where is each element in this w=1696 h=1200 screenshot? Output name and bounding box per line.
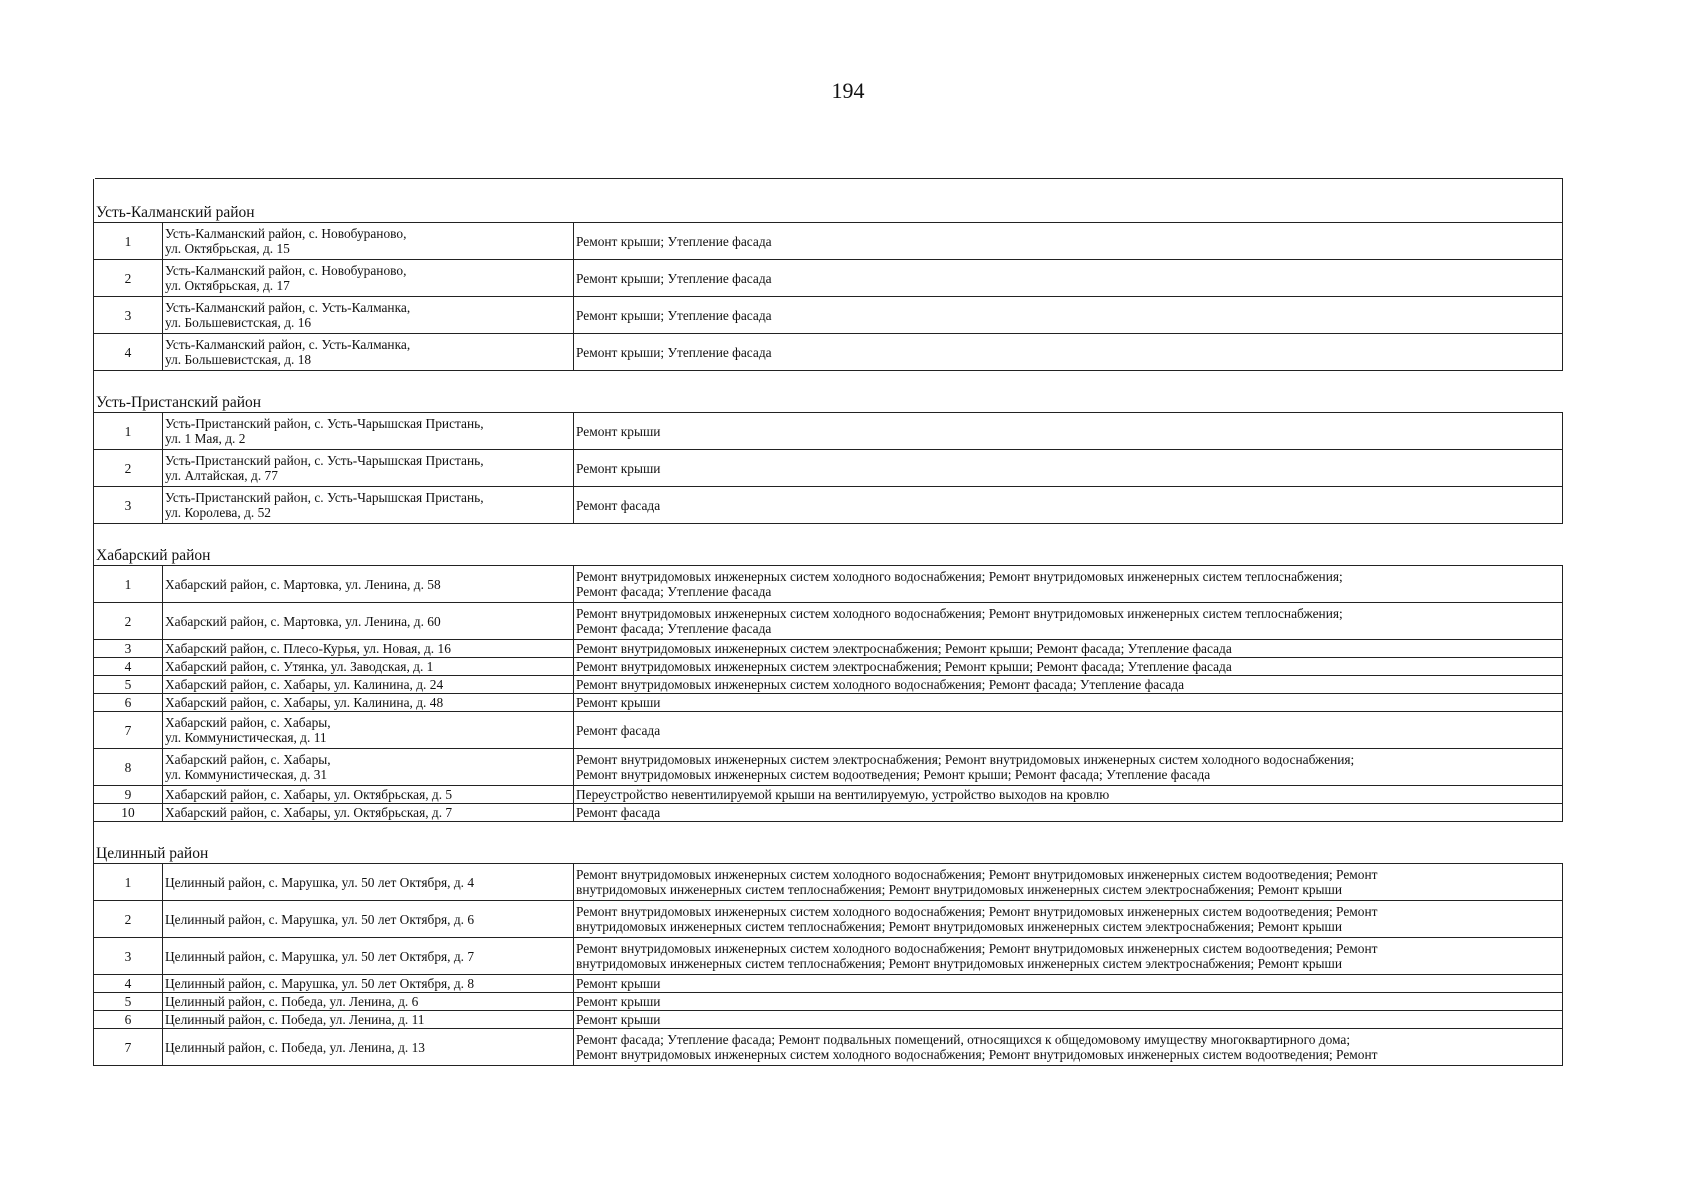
row-number: 2 (94, 603, 163, 640)
table-row (94, 975, 1563, 993)
address-line-1: Хабарский район, с. Утянка, ул. Заводская, д. 1 (165, 659, 434, 674)
work-line-1: Ремонт крыши (576, 423, 661, 439)
work-description-cell (574, 640, 1563, 658)
table-row (94, 297, 1563, 334)
address-line-1: Хабарский район, с. Хабары, ул. Октябрьская, д. 7 (165, 805, 453, 820)
work-line-1: Ремонт крыши (576, 695, 661, 710)
work-description-cell (574, 676, 1563, 694)
document-table (93, 178, 1563, 1066)
address-line-2: ул. Большевистская, д. 16 (165, 315, 312, 330)
address-cell (163, 223, 574, 260)
row-number: 5 (94, 993, 163, 1011)
table-row (94, 1011, 1563, 1029)
row-number: 4 (94, 658, 163, 676)
work-line-1: Ремонт внутридомовых инженерных систем холодного водоснабжения; Ремонт внутридомовых инженерных систем водоотведения; Ремонт (576, 904, 1378, 919)
table-row (94, 786, 1563, 804)
work-description-cell (574, 901, 1563, 938)
work-line-2: Ремонт внутридомовых инженерных систем холодного водоснабжения; Ремонт внутридомовых инженерных систем водоотведения; Ремонт (576, 1047, 1378, 1062)
row-number: 3 (94, 640, 163, 658)
address-line-1: Целинный район, с. Победа, ул. Ленина, д. 11 (165, 1012, 425, 1027)
work-line-1: Ремонт внутридомовых инженерных систем электроснабжения; Ремонт крыши; Ремонт фасада; Утепление фасада (576, 659, 1232, 674)
work-line-2: внутридомовых инженерных систем теплоснабжения; Ремонт внутридомовых инженерных систем электроснабжения; Ремонт крыши (576, 919, 1343, 934)
work-line-2: внутридомовых инженерных систем теплоснабжения; Ремонт внутридомовых инженерных систем электроснабжения; Ремонт крыши (576, 882, 1343, 897)
row-number: 1 (94, 413, 163, 450)
address-cell (163, 450, 574, 487)
table-row (94, 487, 1563, 524)
work-line-1: Ремонт внутридомовых инженерных систем холодного водоснабжения; Ремонт внутридомовых инженерных систем водоотведения; Ремонт (576, 867, 1378, 882)
row-number: 3 (94, 487, 163, 524)
address-line-2: ул. Коммунистическая, д. 31 (165, 767, 328, 782)
address-line-1: Хабарский район, с. Хабары, ул. Калинина, д. 48 (165, 695, 444, 710)
table-row (94, 566, 1563, 603)
address-cell (163, 694, 574, 712)
address-line-1: Усть-Калманский район, с. Усть-Калманка, (165, 337, 411, 352)
work-line-1: Ремонт крыши (576, 460, 661, 476)
address-cell (163, 487, 574, 524)
row-number: 1 (94, 223, 163, 260)
region-title: Хабарский район (93, 524, 1563, 565)
work-line-1: Ремонт крыши; Утепление фасада (576, 344, 772, 360)
work-line-1: Ремонт крыши; Утепление фасада (576, 270, 772, 286)
address-line-1: Усть-Пристанский район, с. Усть-Чарышская Пристань, (165, 416, 484, 431)
address-line-2: ул. Коммунистическая, д. 11 (165, 730, 327, 745)
work-description-cell (574, 334, 1563, 371)
table-row (94, 450, 1563, 487)
region-table (93, 565, 1563, 822)
address-line-1: Хабарский район, с. Мартовка, ул. Ленина, д. 58 (165, 576, 441, 592)
address-line-1: Усть-Калманский район, с. Новобураново, (165, 226, 407, 241)
address-line-2: ул. Королева, д. 52 (165, 505, 271, 520)
address-line-1: Хабарский район, с. Хабары, (165, 752, 331, 767)
table-row (94, 938, 1563, 975)
work-description-cell (574, 975, 1563, 993)
row-number: 2 (94, 450, 163, 487)
address-line-1: Целинный район, с. Марушка, ул. 50 лет Октября, д. 4 (165, 874, 475, 890)
address-line-1: Усть-Калманский район, с. Усть-Калманка, (165, 300, 411, 315)
table-row (94, 334, 1563, 371)
region-title: Усть-Калманский район (93, 179, 1563, 222)
table-row (94, 1029, 1563, 1066)
region-section (93, 822, 1563, 1066)
table-row (94, 658, 1563, 676)
address-cell (163, 603, 574, 640)
address-cell (163, 260, 574, 297)
work-line-1: Ремонт крыши; Утепление фасада (576, 233, 772, 249)
region-title: Целинный район (93, 822, 1563, 863)
work-description-cell (574, 993, 1563, 1011)
table-row (94, 901, 1563, 938)
address-line-2: ул. Алтайская, д. 77 (165, 468, 278, 483)
address-cell (163, 993, 574, 1011)
table-row (94, 804, 1563, 822)
row-number: 2 (94, 260, 163, 297)
table-row (94, 712, 1563, 749)
address-line-1: Усть-Пристанский район, с. Усть-Чарышская Пристань, (165, 453, 484, 468)
work-description-cell (574, 223, 1563, 260)
address-cell (163, 712, 574, 749)
address-line-1: Целинный район, с. Марушка, ул. 50 лет Октября, д. 6 (165, 911, 475, 927)
row-number: 7 (94, 712, 163, 749)
table-row (94, 676, 1563, 694)
address-cell (163, 749, 574, 786)
table-row (94, 864, 1563, 901)
work-line-1: Ремонт фасада (576, 722, 661, 738)
work-line-2: Ремонт внутридомовых инженерных систем водоотведения; Ремонт крыши; Ремонт фасада; Утепление фасада (576, 767, 1211, 782)
address-cell (163, 658, 574, 676)
work-line-1: Ремонт крыши (576, 1012, 661, 1027)
work-description-cell (574, 297, 1563, 334)
work-line-1: Ремонт фасада (576, 497, 661, 513)
row-number: 1 (94, 864, 163, 901)
address-cell (163, 901, 574, 938)
row-number: 4 (94, 975, 163, 993)
address-line-1: Целинный район, с. Марушка, ул. 50 лет Октября, д. 7 (165, 948, 475, 964)
address-line-2: ул. Октябрьская, д. 17 (165, 278, 290, 293)
work-description-cell (574, 938, 1563, 975)
address-line-1: Целинный район, с. Победа, ул. Ленина, д. 13 (165, 1039, 425, 1055)
work-description-cell (574, 1029, 1563, 1066)
table-row (94, 694, 1563, 712)
table-row (94, 749, 1563, 786)
address-line-1: Хабарский район, с. Хабары, ул. Октябрьская, д. 5 (165, 787, 453, 802)
address-line-1: Усть-Пристанский район, с. Усть-Чарышская Пристань, (165, 490, 484, 505)
row-number: 8 (94, 749, 163, 786)
work-description-cell (574, 260, 1563, 297)
work-description-cell (574, 603, 1563, 640)
work-description-cell (574, 749, 1563, 786)
address-cell (163, 786, 574, 804)
work-line-1: Ремонт внутридомовых инженерных систем холодного водоснабжения; Ремонт внутридомовых инженерных систем теплоснабжения; (576, 569, 1343, 584)
address-line-2: ул. 1 Мая, д. 2 (165, 431, 246, 446)
work-description-cell (574, 864, 1563, 901)
work-description-cell (574, 566, 1563, 603)
address-cell (163, 676, 574, 694)
work-line-2: Ремонт фасада; Утепление фасада (576, 584, 772, 599)
address-line-1: Целинный район, с. Марушка, ул. 50 лет Октября, д. 8 (165, 976, 475, 991)
address-line-2: ул. Большевистская, д. 18 (165, 352, 312, 367)
row-number: 1 (94, 566, 163, 603)
work-line-1: Ремонт внутридомовых инженерных систем электроснабжения; Ремонт внутридомовых инженерных систем холодного водоснабжения; (576, 752, 1355, 767)
address-cell (163, 975, 574, 993)
address-cell (163, 640, 574, 658)
work-line-2: внутридомовых инженерных систем теплоснабжения; Ремонт внутридомовых инженерных систем электроснабжения; Ремонт крыши (576, 956, 1343, 971)
address-line-1: Хабарский район, с. Плесо-Курья, ул. Новая, д. 16 (165, 641, 451, 656)
address-cell (163, 1011, 574, 1029)
region-section (93, 524, 1563, 822)
address-line-1: Целинный район, с. Победа, ул. Ленина, д. 6 (165, 994, 419, 1009)
work-line-1: Ремонт внутридомовых инженерных систем холодного водоснабжения; Ремонт внутридомовых инженерных систем теплоснабжения; (576, 606, 1343, 621)
table-row (94, 603, 1563, 640)
address-cell (163, 804, 574, 822)
row-number: 3 (94, 297, 163, 334)
work-description-cell (574, 804, 1563, 822)
work-line-2: Ремонт фасада; Утепление фасада (576, 621, 772, 636)
address-cell (163, 413, 574, 450)
row-number: 5 (94, 676, 163, 694)
address-cell (163, 938, 574, 975)
row-number: 7 (94, 1029, 163, 1066)
work-description-cell (574, 487, 1563, 524)
work-line-1: Ремонт внутридомовых инженерных систем холодного водоснабжения; Ремонт фасада; Утепление фасада (576, 677, 1185, 692)
work-description-cell (574, 694, 1563, 712)
row-number: 6 (94, 694, 163, 712)
work-line-1: Ремонт крыши (576, 994, 661, 1009)
work-description-cell (574, 712, 1563, 749)
work-description-cell (574, 1011, 1563, 1029)
table-row (94, 993, 1563, 1011)
row-number: 6 (94, 1011, 163, 1029)
address-line-1: Хабарский район, с. Хабары, ул. Калинина, д. 24 (165, 677, 444, 692)
work-line-1: Ремонт крыши; Утепление фасада (576, 307, 772, 323)
table-row (94, 640, 1563, 658)
work-line-1: Ремонт фасада (576, 805, 661, 820)
work-description-cell (574, 658, 1563, 676)
work-line-1: Ремонт фасада; Утепление фасада; Ремонт подвальных помещений, относящихся к общедомовому имуществу многоквартирного дома; (576, 1032, 1351, 1047)
region-table (93, 863, 1563, 1066)
work-line-1: Ремонт крыши (576, 976, 661, 991)
page-number: 194 (831, 78, 865, 103)
row-number: 10 (94, 804, 163, 822)
row-number: 4 (94, 334, 163, 371)
address-line-1: Усть-Калманский район, с. Новобураново, (165, 263, 407, 278)
region-title: Усть-Пристанский район (93, 371, 1563, 412)
work-description-cell (574, 413, 1563, 450)
row-number: 3 (94, 938, 163, 975)
work-description-cell (574, 450, 1563, 487)
region-table (93, 222, 1563, 371)
table-row (94, 223, 1563, 260)
address-cell (163, 334, 574, 371)
work-line-1: Ремонт внутридомовых инженерных систем электроснабжения; Ремонт крыши; Ремонт фасада; Утепление фасада (576, 641, 1232, 656)
address-cell (163, 297, 574, 334)
regions-container (93, 179, 1563, 1066)
address-cell (163, 566, 574, 603)
address-line-1: Хабарский район, с. Хабары, (165, 715, 331, 730)
region-section (93, 371, 1563, 524)
region-section (93, 179, 1563, 371)
address-line-2: ул. Октябрьская, д. 15 (165, 241, 290, 256)
table-row (94, 260, 1563, 297)
work-description-cell (574, 786, 1563, 804)
work-line-1: Переустройство невентилируемой крыши на вентилируемую, устройство выходов на кровлю (576, 787, 1110, 802)
region-table (93, 412, 1563, 524)
work-line-1: Ремонт внутридомовых инженерных систем холодного водоснабжения; Ремонт внутридомовых инженерных систем водоотведения; Ремонт (576, 941, 1378, 956)
address-cell (163, 1029, 574, 1066)
row-number: 2 (94, 901, 163, 938)
table-row (94, 413, 1563, 450)
address-cell (163, 864, 574, 901)
address-line-1: Хабарский район, с. Мартовка, ул. Ленина, д. 60 (165, 613, 441, 629)
row-number: 9 (94, 786, 163, 804)
